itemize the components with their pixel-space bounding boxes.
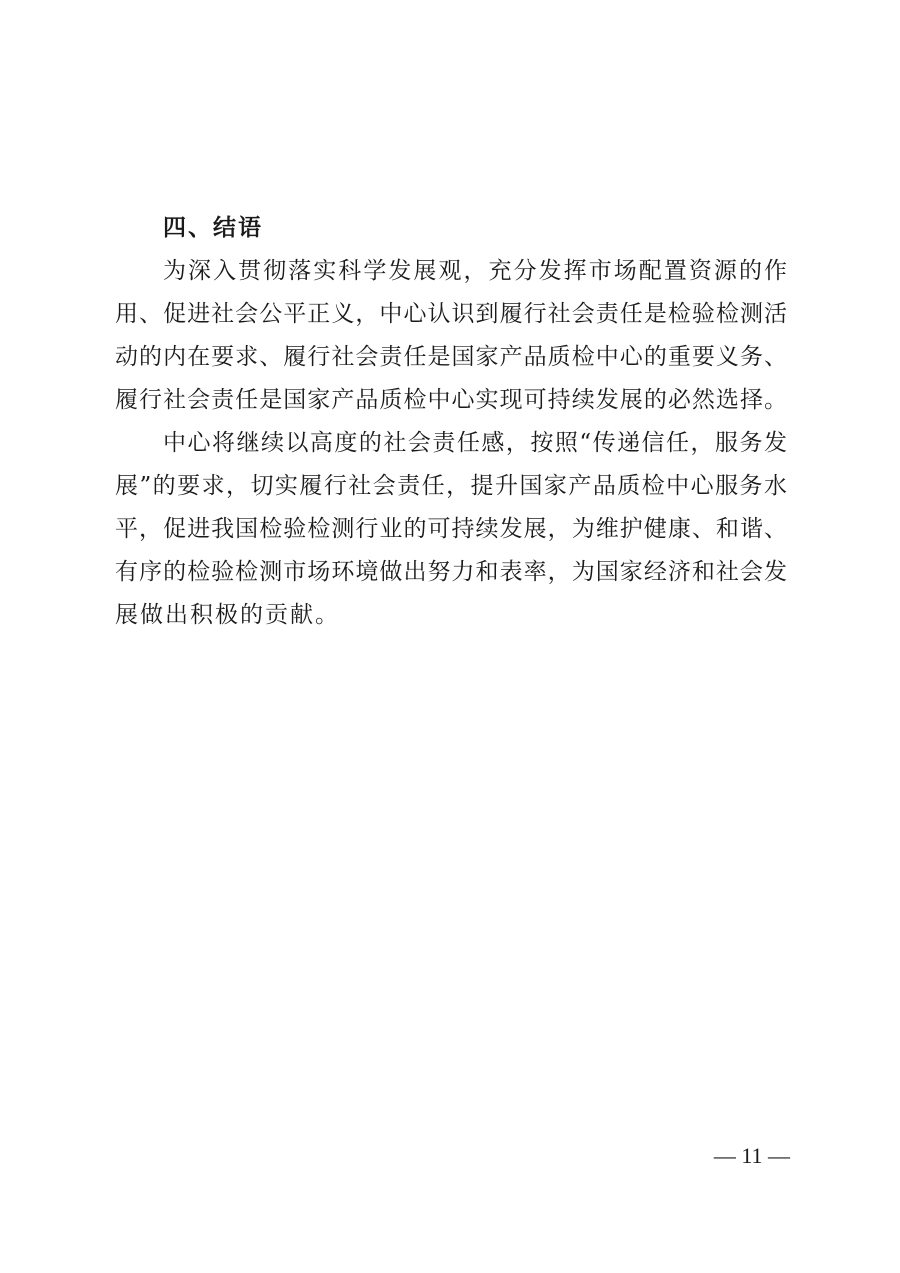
- paragraph-line: 履行社会责任是国家产品质检中心实现可持续发展的必然选择。: [115, 387, 787, 413]
- page-number: — 11 —: [713, 1143, 790, 1168]
- paragraph-line: 展做出积极的贡献。: [115, 602, 340, 628]
- paragraph-line: 有序的检验检测市场环境做出努力和表率，为国家经济和社会发: [115, 559, 787, 585]
- paragraph-line: 展”的要求，切实履行社会责任，提升国家产品质检中心服务水: [115, 473, 787, 499]
- paragraph-line: 平，促进我国检验检测行业的可持续发展，为维护健康、和谐、: [115, 516, 787, 542]
- section-heading: 四、结语: [163, 214, 263, 241]
- paragraph-line: 为深入贯彻落实科学发展观，充分发挥市场配置资源的作: [163, 258, 787, 284]
- paragraph-line: 中心将继续以高度的社会责任感，按照“传递信任，服务发: [163, 430, 787, 456]
- paragraph-line: 用、促进社会公平正义，中心认识到履行社会责任是检验检测活: [115, 301, 787, 327]
- paragraph-line: 动的内在要求、履行社会责任是国家产品质检中心的重要义务、: [115, 344, 787, 370]
